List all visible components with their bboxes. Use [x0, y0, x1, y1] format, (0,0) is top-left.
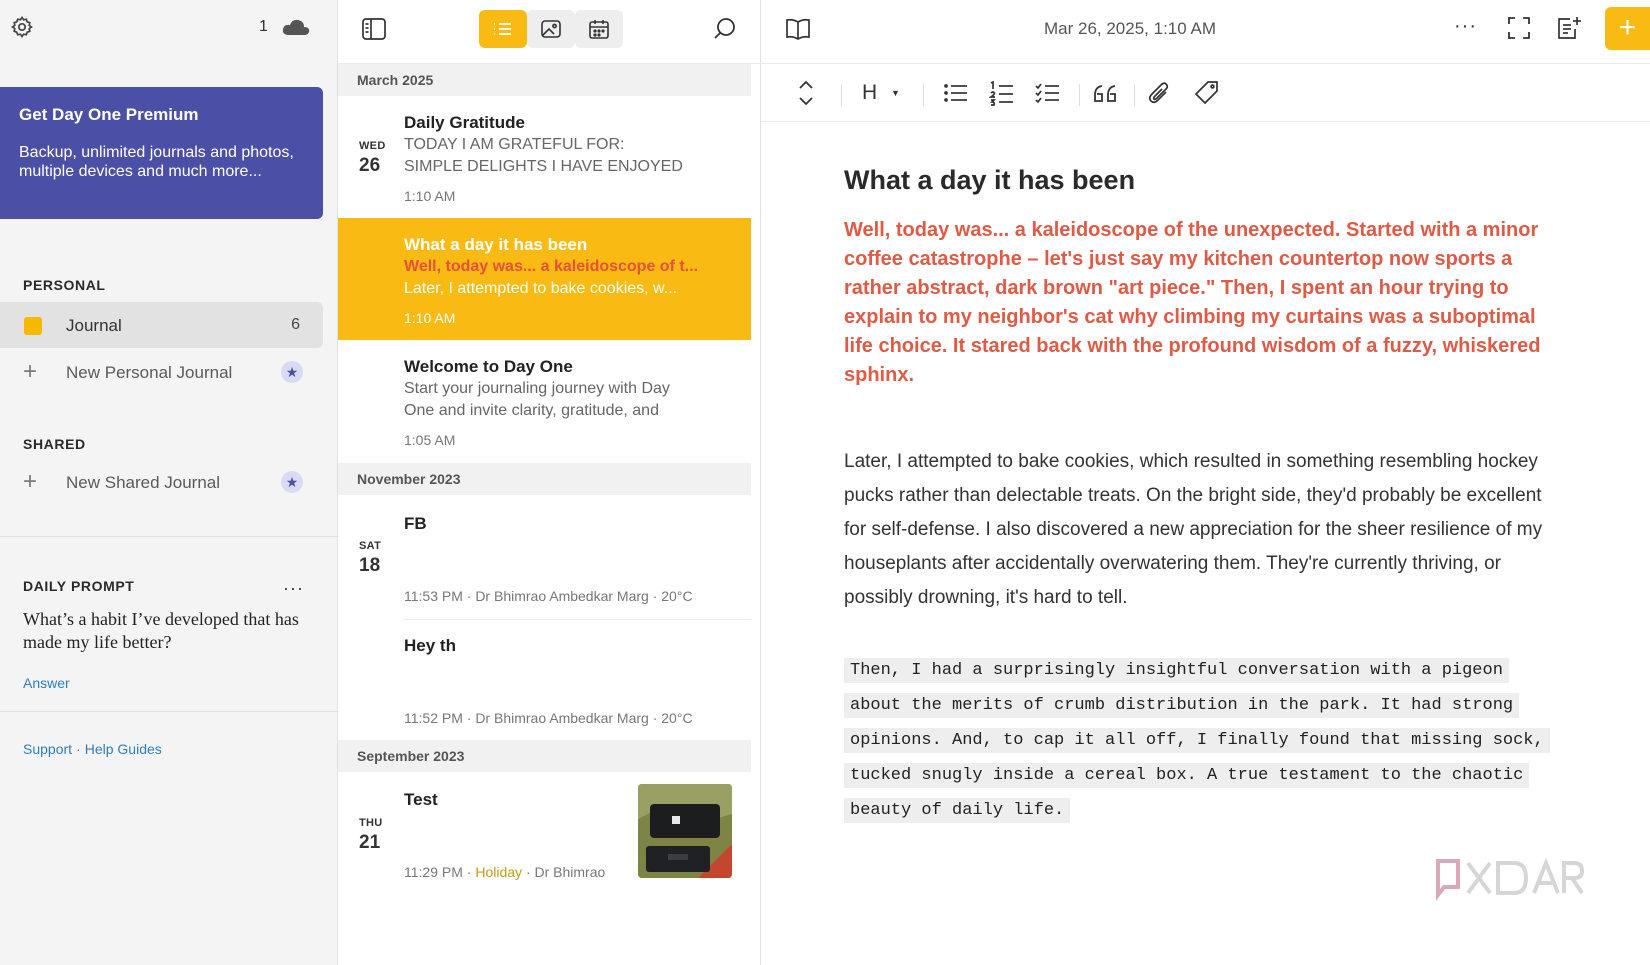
- daily-prompt-label: DAILY PROMPT: [23, 578, 135, 594]
- entry-photo-thumbnail: [638, 784, 732, 878]
- entry-meta: 11:53 PM · Dr Bhimrao Ambedkar Marg · 20°C: [404, 588, 693, 604]
- personal-section-label: PERSONAL: [23, 277, 106, 293]
- bulleted-list-icon[interactable]: [943, 78, 969, 108]
- new-personal-journal-button[interactable]: [0, 349, 323, 395]
- entry-preview-line: One and invite clarity, gratitude, and: [404, 402, 659, 419]
- link-separator: ·: [76, 741, 81, 757]
- book-icon[interactable]: [784, 15, 812, 43]
- journal-color-swatch: [24, 317, 42, 335]
- premium-banner[interactable]: [0, 87, 323, 219]
- entry-time: 1:05 AM: [404, 432, 456, 448]
- entry-location: Dr Bhimrao: [534, 864, 606, 880]
- month-header: March 2025: [338, 64, 751, 96]
- month-header: November 2023: [338, 463, 751, 495]
- entry-preview-line: Start your journaling journey with Day: [404, 380, 670, 397]
- entry-tag: Holiday: [475, 864, 523, 880]
- entry-title: Test: [404, 790, 438, 809]
- accent-paragraph[interactable]: Well, today was... a kaleidoscope of the unexpected. Started with a minor coffee catastrophe – let's just say my kitchen countertop now sports a rather abstract, dark brown "art piece." Then, I spent an hour trying to explain to my neighbor's cat why climbing my curtains was a suboptimal life choice. It stared back with the profound wisdom of a fuzzy, whiskered sphinx.: [844, 219, 1541, 386]
- gear-icon[interactable]: [10, 15, 34, 39]
- entry-daily-gratitude[interactable]: [338, 96, 751, 218]
- entry-welcome[interactable]: [338, 340, 751, 462]
- collapse-toolbar-icon[interactable]: [795, 78, 817, 108]
- journal-entry-count: 6: [291, 316, 300, 333]
- toolbar-divider: [841, 84, 842, 106]
- entry-meta: 11:52 PM · Dr Bhimrao Ambedkar Marg · 20°C: [404, 710, 693, 726]
- daily-prompt-text: What’s a habit I’ve developed that has made my life better?: [23, 609, 299, 652]
- more-options-icon[interactable]: ···: [1454, 15, 1477, 37]
- sidebar-item-journal[interactable]: [0, 302, 323, 348]
- premium-title: Get Day One Premium: [19, 105, 199, 124]
- entry-day-number: 26: [359, 155, 381, 176]
- checklist-icon[interactable]: [1035, 78, 1061, 108]
- sidebar-item-label: Journal: [66, 316, 122, 335]
- entry-heading[interactable]: What a day it has been: [844, 165, 1136, 195]
- entry-title: Welcome to Day One: [404, 357, 573, 376]
- entry-preview-line: SIMPLE DELIGHTS I HAVE ENJOYED: [404, 158, 683, 175]
- heading-button[interactable]: H: [862, 81, 878, 104]
- tag-icon[interactable]: [1194, 78, 1220, 108]
- entry-title: FB: [404, 514, 427, 533]
- entry-time: 11:29 PM: [404, 864, 463, 880]
- watermark-logo: [1432, 855, 1584, 901]
- media-view-button[interactable]: [527, 10, 575, 48]
- new-shared-journal-button[interactable]: [0, 459, 323, 505]
- plus-icon: +: [23, 358, 38, 385]
- list-icon: [491, 18, 515, 40]
- formatting-toolbar: [761, 64, 1650, 122]
- body-paragraph[interactable]: Later, I attempted to bake cookies, which resulted in something resembling hockey pucks rather than delectable treats. On the bright side, they'd probably be excellent for self-defense. I also discovered a new appreciation for the sheer resilience of my houseplants after accidentally overwatering them. They're currently thriving, or possibly drowning, it's hard to tell.: [844, 451, 1543, 608]
- plus-icon: +: [23, 468, 38, 495]
- chevron-down-icon[interactable]: ▼: [891, 88, 900, 98]
- entry-day-name: THU: [359, 817, 383, 829]
- sync-count: 1: [259, 18, 268, 35]
- calendar-icon: [587, 18, 611, 40]
- meta-separator: ·: [466, 864, 472, 880]
- entry-what-a-day[interactable]: [338, 218, 751, 340]
- toolbar-divider: [1079, 84, 1080, 106]
- sidebar-item-label: New Personal Journal: [66, 363, 233, 382]
- editor-pane: [761, 0, 1650, 965]
- answer-link[interactable]: Answer: [23, 675, 70, 691]
- fullscreen-icon[interactable]: [1506, 15, 1532, 41]
- premium-star-icon: ★: [281, 361, 303, 383]
- numbered-list-icon[interactable]: [989, 78, 1015, 108]
- sidebar-toggle-icon[interactable]: [361, 16, 387, 42]
- help-guides-link[interactable]: Help Guides: [84, 741, 162, 757]
- footer-links: [23, 741, 162, 757]
- sidebar: [0, 0, 338, 965]
- sidebar-item-label: New Shared Journal: [66, 473, 221, 492]
- sidebar-header: [0, 0, 338, 56]
- entry-fb[interactable]: [338, 495, 751, 619]
- new-note-icon[interactable]: [1556, 15, 1582, 41]
- support-link[interactable]: Support: [23, 741, 73, 757]
- entry-test[interactable]: [338, 772, 751, 892]
- search-icon[interactable]: [712, 16, 738, 42]
- toolbar-divider: [923, 84, 924, 106]
- premium-star-icon: ★: [281, 471, 303, 493]
- entry-meta: [404, 864, 605, 880]
- shared-section-label: SHARED: [23, 436, 86, 452]
- code-text: Then, I had a surprisingly insightful conversation with a pigeon about the merits of crumb distribution in the park. It had strong opinions. And, to cap it all off, I finally found that missing sock, tucked snugly inside a cereal box. A true testament to the chaotic beauty of daily life.: [844, 658, 1550, 823]
- entry-date[interactable]: Mar 26, 2025, 1:10 AM: [1044, 19, 1216, 38]
- calendar-view-button[interactable]: [575, 10, 623, 48]
- month-header: September 2023: [338, 740, 751, 772]
- entry-body[interactable]: [844, 165, 1554, 828]
- image-icon: [539, 18, 563, 40]
- list-view-button[interactable]: [479, 10, 527, 48]
- editor-header: [761, 0, 1650, 64]
- daily-prompt-more-icon[interactable]: ···: [283, 578, 304, 598]
- attachment-icon[interactable]: [1148, 78, 1172, 108]
- entry-title: What a day it has been: [404, 235, 588, 254]
- entry-preview-line: Well, today was... a kaleidoscope of t...: [404, 258, 699, 275]
- list-toolbar: [338, 0, 761, 64]
- entry-time: 1:10 AM: [404, 310, 456, 326]
- meta-separator: ·: [525, 864, 531, 880]
- entry-preview-line: Later, I attempted to bake cookies, w...: [404, 280, 678, 297]
- add-entry-button[interactable]: +: [1605, 7, 1650, 50]
- entry-time: 1:10 AM: [404, 188, 456, 204]
- cloud-sync-icon[interactable]: [281, 17, 311, 37]
- entry-day-number: 18: [359, 555, 381, 576]
- entry-title: Daily Gratitude: [404, 113, 525, 132]
- entry-title: Hey th: [404, 636, 456, 655]
- entry-day-name: WED: [359, 140, 386, 152]
- code-paragraph[interactable]: [844, 653, 1554, 828]
- divider: [0, 536, 338, 537]
- entry-day-number: 21: [359, 832, 381, 853]
- entry-preview-line: TODAY I AM GRATEFUL FOR:: [404, 136, 625, 153]
- quote-icon[interactable]: [1092, 78, 1118, 108]
- toolbar-divider: [1134, 84, 1135, 106]
- entry-day-name: SAT: [359, 540, 382, 552]
- premium-description: Backup, unlimited journals and photos, multiple devices and much more...: [19, 144, 294, 180]
- entry-hey-th[interactable]: [338, 620, 751, 742]
- divider: [0, 711, 338, 712]
- entry-list-pane: [338, 0, 761, 965]
